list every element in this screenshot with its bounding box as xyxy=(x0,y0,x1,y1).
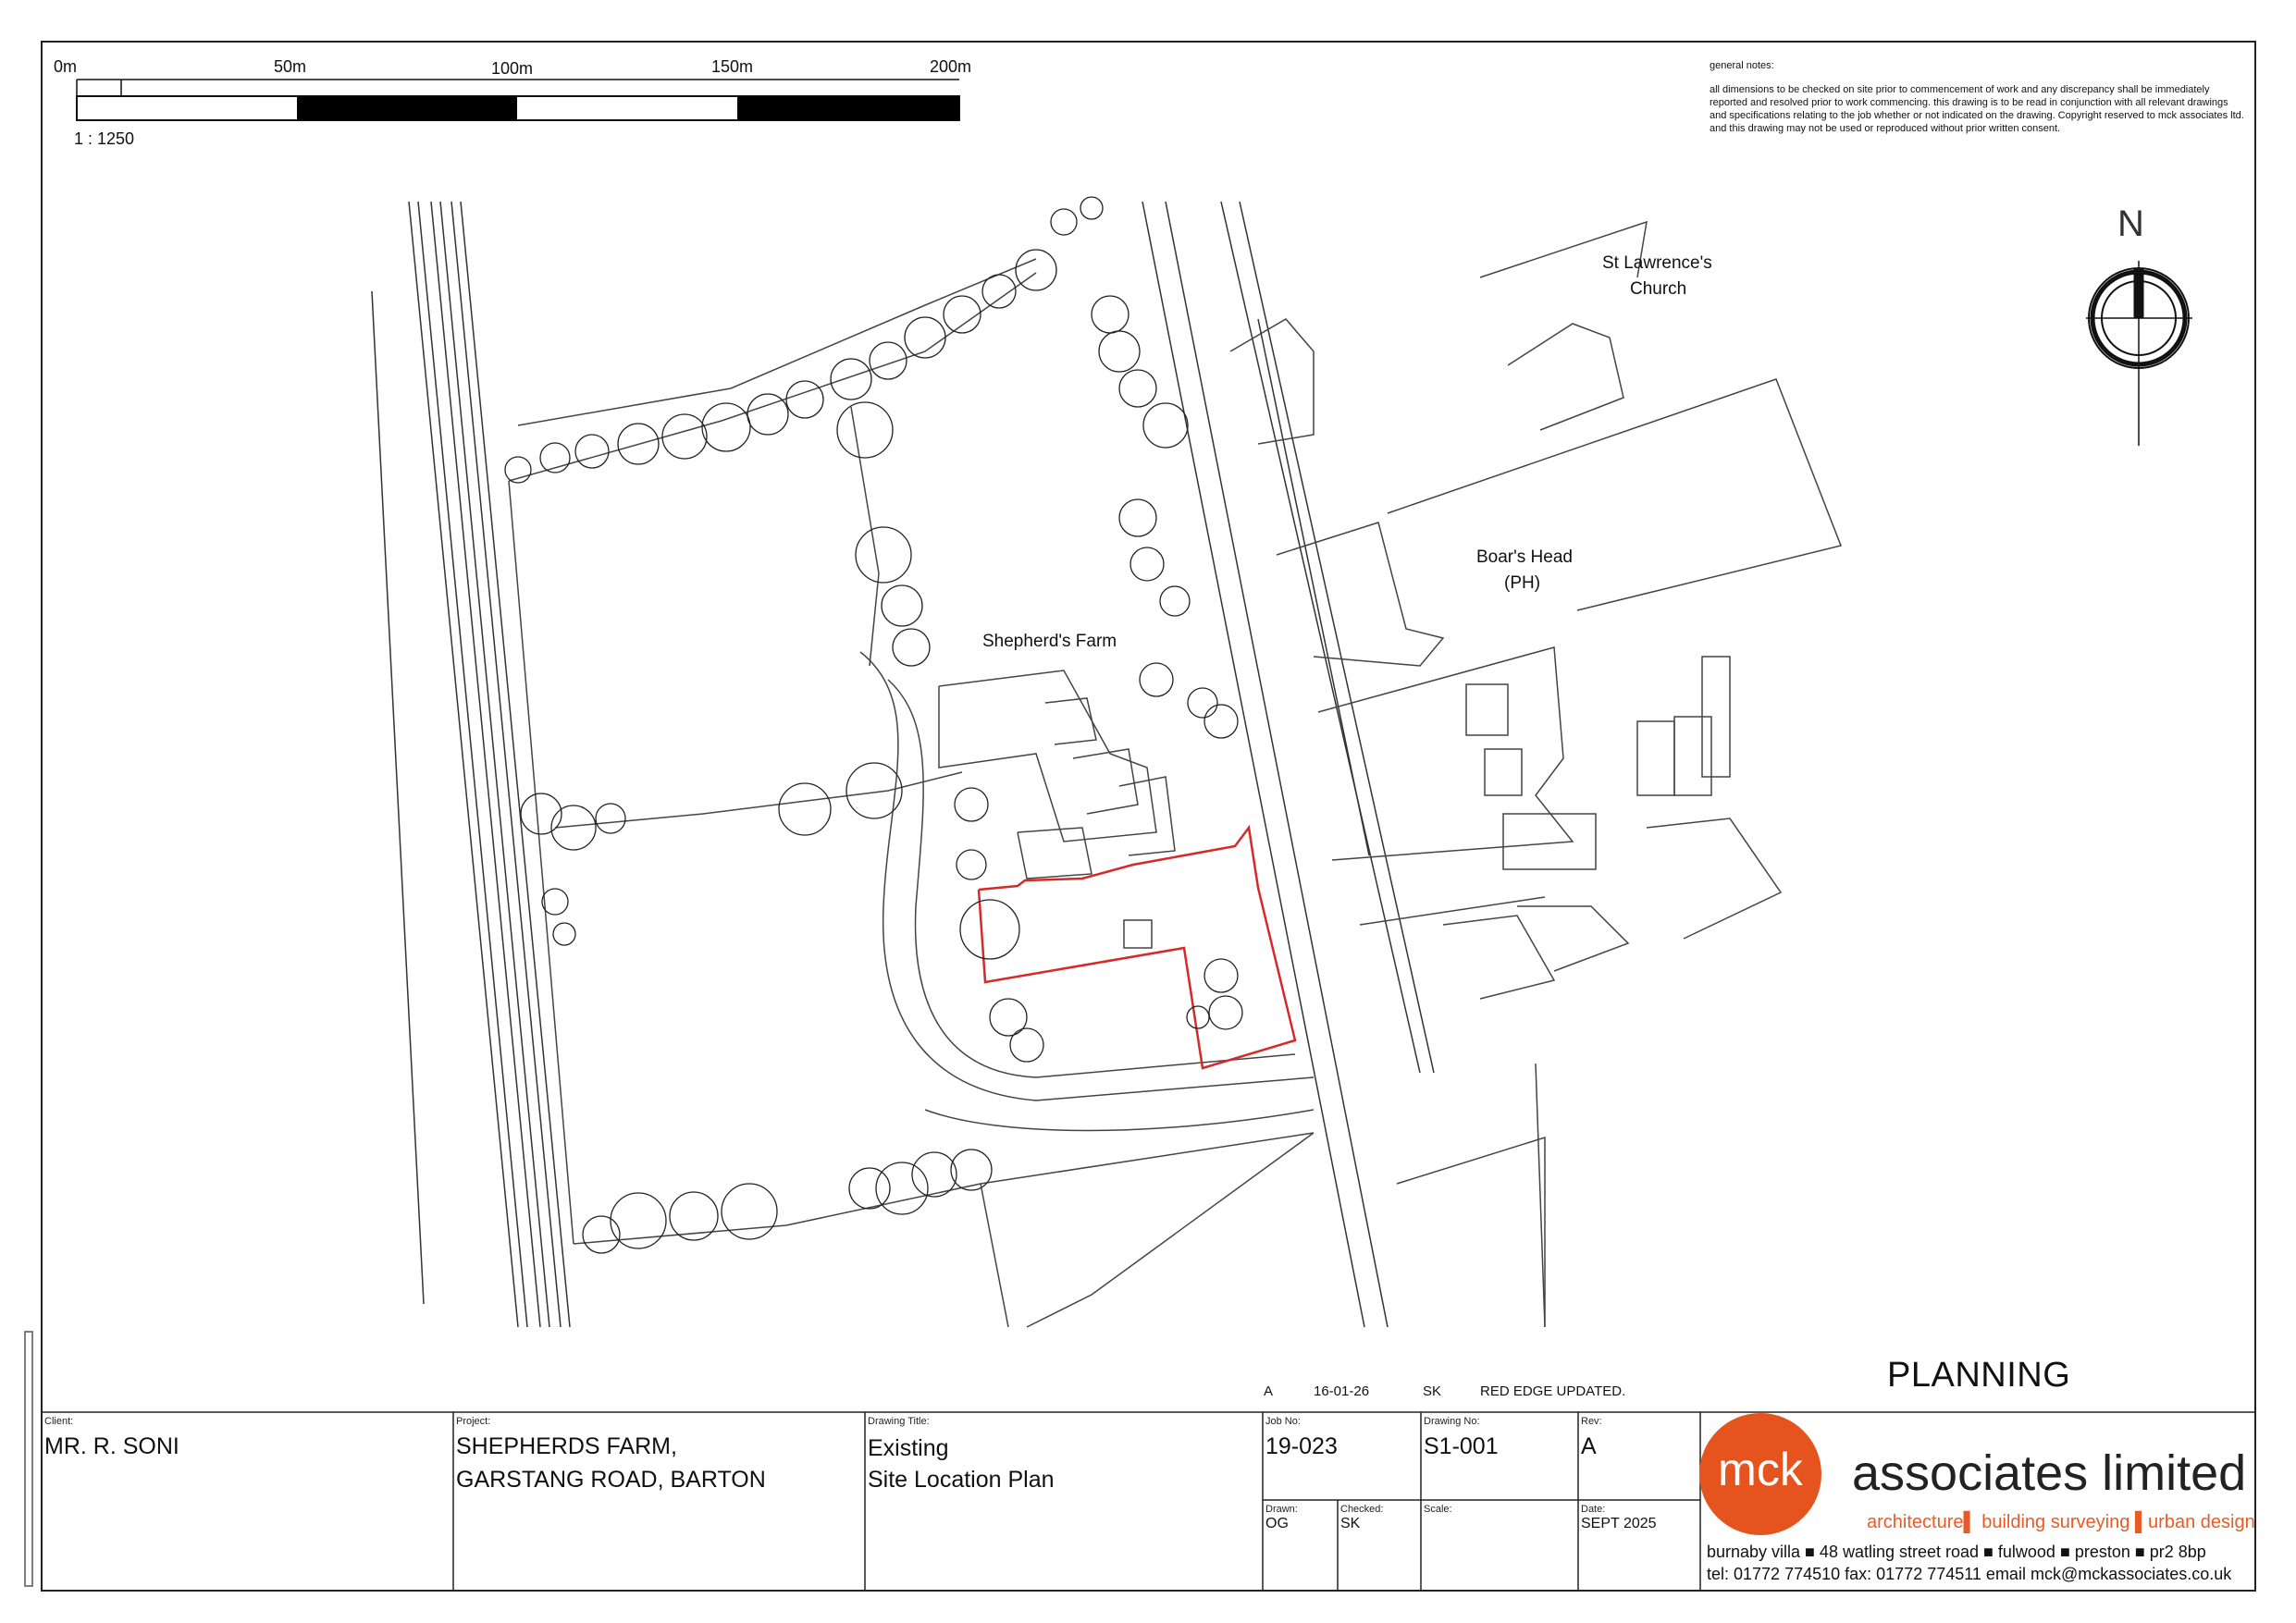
main-road xyxy=(1142,202,1434,1327)
tree-line-north xyxy=(505,197,1103,483)
drawing-title-line2: Site Location Plan xyxy=(868,1467,1055,1493)
trees-near-site xyxy=(957,850,1242,1062)
client-label: Client: xyxy=(44,1416,74,1427)
rev-label: Rev: xyxy=(1581,1416,1602,1427)
checked-value: SK xyxy=(1340,1516,1361,1531)
scale-tick-150m: 150m xyxy=(711,57,754,76)
revision-date: 16-01-26 xyxy=(1314,1383,1370,1399)
revision-by: SK xyxy=(1423,1383,1442,1399)
checked-label: Checked: xyxy=(1340,1504,1384,1515)
rev-value: A xyxy=(1581,1433,1597,1459)
tree-line-east xyxy=(1092,296,1238,738)
general-notes xyxy=(1710,59,2246,135)
drawn-label: Drawn: xyxy=(1265,1504,1298,1515)
drawing-title-label: Drawing Title: xyxy=(868,1416,930,1427)
project-line1: SHEPHERDS FARM, xyxy=(456,1433,677,1459)
general-notes-body: all dimensions to be checked on site prior to commencement of work and any discrepancy shall be immediately reported and resolved prior to work commencing. this drawing is to be read in conjunction with all relevant drawings and specifications relating to the job whether or not indicated on the drawing. Copyright reserved to mck associates ltd. and this drawing may not be used or reproduced without prior written consent. xyxy=(1710,84,2244,134)
scale-label: Scale: xyxy=(1424,1504,1452,1515)
scale-bar xyxy=(77,80,959,120)
scale-tick-0m: 0m xyxy=(54,57,78,76)
company-tagline: architecture▌ building surveying ▌urban design xyxy=(1867,1512,2255,1532)
north-label: N xyxy=(2117,203,2144,244)
general-notes-heading: general notes: xyxy=(1710,60,1774,71)
company-name: associates limited xyxy=(1852,1445,2247,1501)
railway-lines xyxy=(372,202,570,1327)
revision-letter: A xyxy=(1264,1383,1274,1399)
access-drive xyxy=(860,652,1314,1184)
scale-tick-100m: 100m xyxy=(491,59,534,78)
drawn-value: OG xyxy=(1265,1516,1289,1531)
margin-bar xyxy=(25,1332,32,1586)
job-no-label: Job No: xyxy=(1265,1416,1301,1427)
field-boundaries xyxy=(509,259,1036,1244)
north-arrow xyxy=(2086,261,2192,446)
east-buildings xyxy=(1230,222,1841,1327)
farm-buildings xyxy=(939,670,1175,948)
client-value: MR. R. SONI xyxy=(44,1433,179,1459)
company-contact: tel: 01772 774510 fax: 01772 774511 email mck@mckassociates.co.uk xyxy=(1707,1565,2232,1583)
project-line2: GARSTANG ROAD, BARTON xyxy=(456,1467,766,1493)
tree-line-middle xyxy=(521,763,988,945)
pub-label-line2: (PH) xyxy=(1504,573,1541,593)
project-label: Project: xyxy=(456,1416,491,1427)
company-address: burnaby villa ■ 48 watling street road ■ fulwood ■ preston ■ pr2 8bp xyxy=(1707,1543,2206,1561)
date-label: Date: xyxy=(1581,1504,1606,1515)
drawing-title-line1: Existing xyxy=(868,1435,949,1461)
drawing-no-label: Drawing No: xyxy=(1424,1416,1480,1427)
revision-note: RED EDGE UPDATED. xyxy=(1480,1383,1626,1399)
scale-tick-50m: 50m xyxy=(274,57,307,76)
church-label-line2: Church xyxy=(1630,279,1687,299)
drawing-no-value: S1-001 xyxy=(1424,1433,1499,1459)
job-no-value: 19-023 xyxy=(1265,1433,1338,1459)
company-logo-text: mck xyxy=(1718,1444,1803,1495)
farm-label: Shepherd's Farm xyxy=(982,632,1117,651)
date-value: SEPT 2025 xyxy=(1581,1516,1657,1531)
pub-label-line1: Boar's Head xyxy=(1476,547,1573,567)
scale-tick-200m: 200m xyxy=(930,57,972,76)
scale-ratio: 1 : 1250 xyxy=(74,129,135,148)
tree-line-central xyxy=(837,402,930,666)
lower-boundaries xyxy=(981,1133,1545,1327)
church-label-line1: St Lawrence's xyxy=(1602,253,1712,273)
status-label: PLANNING xyxy=(1887,1356,2071,1395)
